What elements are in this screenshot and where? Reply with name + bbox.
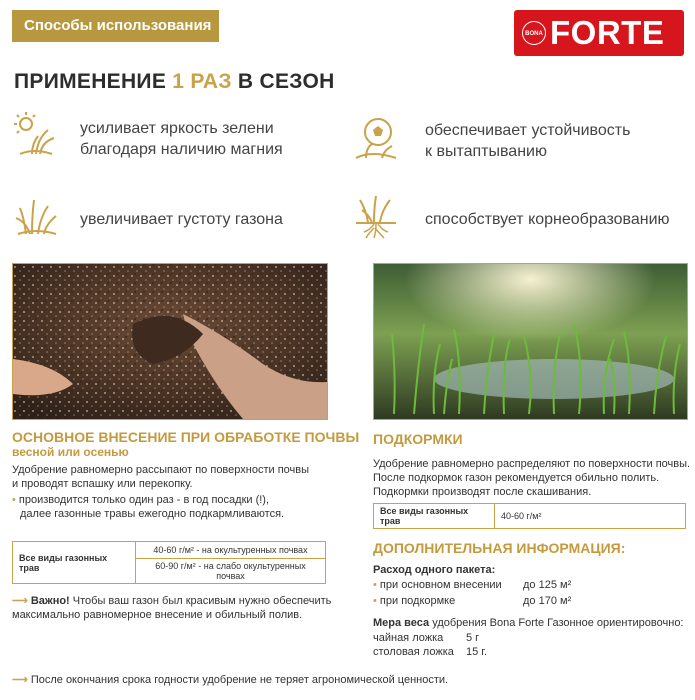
footer-text: После окончания срока годности удобрение не теряет агрономической ценности. [30,674,449,686]
important-note [12,594,331,622]
weight-measure [373,616,684,630]
left-table-row1: 40-60 г/м² - на окультуренных почвах [136,542,326,559]
soil-image [13,264,327,419]
arrow-icon: ⟶ [12,595,31,607]
left-dosage-table [12,541,326,584]
pack-row-2-value: до 170 м² [523,595,572,607]
tablespoon-label: столовая ложка [373,646,454,658]
weight-rest: удобрения Bona Forte Газонное ориентировочно: [429,617,684,629]
right-table-label: Все виды газонных трав [374,504,495,529]
left-bullet [12,493,284,521]
dense-grass-icon [12,190,60,238]
lawn-photo [373,263,688,420]
right-dosage-table [373,503,686,529]
pack-row-1-label: при основном внесении [379,579,502,591]
football-grass-icon [352,114,400,162]
left-paragraph-line1: Удобрение равномерно рассыпают по поверхности почвы [12,464,310,476]
left-bullet-line1: производится только один раз - в год посадки (!), [18,494,270,506]
right-section-title: ПОДКОРМКИ [373,431,463,447]
pack-row-1-value: до 125 м² [523,579,572,591]
left-section-subtitle: весной или осенью [12,445,129,459]
left-paragraph [12,463,309,491]
footer-note [12,673,448,687]
feature-density: увеличивает густоту газона [80,211,283,228]
left-section-title: ОСНОВНОЕ ВНЕСЕНИЕ ПРИ ОБРАБОТКЕ ПОЧВЫ [12,429,360,445]
left-table-row2: 60-90 г/м² - на слабо окультуренных почвах [136,559,326,584]
note-bold: Важно! [30,595,70,607]
lawn-image [374,264,687,419]
right-paragraph-line2: После подкормок газон рекомендуется обильно полить. [373,472,660,484]
logo-bona-mark: BONA [522,21,546,45]
note-line2: максимально равномерное внесение и обильный полив. [12,609,303,621]
bullet-dot: • [373,595,380,607]
right-paragraph-line3: Подкормки производят после скашивания. [373,486,592,498]
title-part-1: ПРИМЕНЕНИЕ [14,70,173,93]
left-table-label: Все виды газонных трав [13,542,136,584]
feature-durability-line2: к вытаптыванию [425,143,547,160]
roots-icon [352,192,400,240]
pack-title: Расход одного пакета: [373,564,496,576]
pack-row-1 [373,578,502,592]
feature-brightness-line1: усиливает яркость зелени [80,120,274,137]
feature-durability-line1: обеспечивает устойчивость [425,122,631,139]
note-line1: Чтобы ваш газон был красивым нужно обеспечить [69,595,332,607]
right-paragraph-line1: Удобрение равномерно распределяют по поверхности почвы. [373,458,691,470]
pack-row-2-label: при подкормке [379,595,456,607]
pack-row-2 [373,594,455,608]
weight-bold: Мера веса [373,617,430,629]
teaspoon-value: 5 г [466,632,480,644]
feature-roots: способствует корнеобразованию [425,211,670,228]
left-bullet-line2: далее газонные травы ежегодно подкармливаются. [20,508,285,520]
right-paragraph [373,457,690,499]
info-title: ДОПОЛНИТЕЛЬНАЯ ИНФОРМАЦИЯ: [373,540,626,556]
title-part-3: В СЕЗОН [231,70,335,93]
teaspoon-label: чайная ложка [373,632,444,644]
page-title [14,70,335,94]
logo-forte-text: FORTE [550,14,665,51]
tablespoon-value: 15 г. [466,646,488,658]
section-badge: Способы использования [12,10,219,42]
arrow-icon: ⟶ [12,674,31,686]
right-table-value: 40-60 г/м² [495,504,686,529]
bullet-dot: • [373,579,380,591]
feature-durability [425,120,630,162]
feature-brightness [80,118,283,160]
title-part-accent: 1 РАЗ [172,70,232,93]
brand-logo [514,10,684,56]
feature-brightness-line2: благодаря наличию магния [80,141,283,158]
left-paragraph-line2: и проводят вспашку или перекопку. [12,478,193,490]
sun-grass-icon [12,110,60,158]
bullet-dot: • [12,494,19,506]
soil-photo [12,263,328,420]
